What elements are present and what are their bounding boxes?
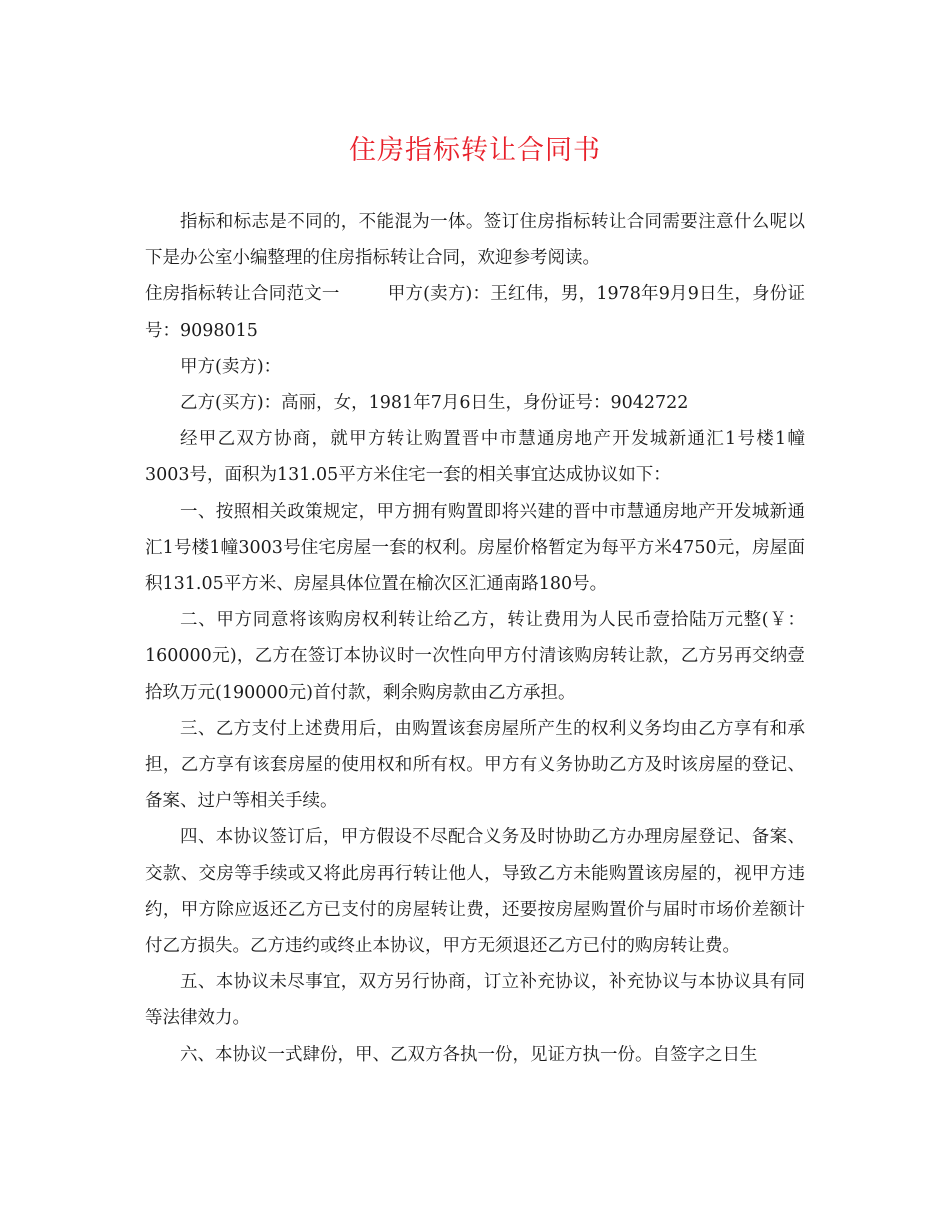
party-a-label: 甲方(卖方)：: [180, 356, 282, 377]
clause-5: 五、本协议未尽事宜，双方另行协商，订立补充协议，补充协议与本协议具有同等法律效力。: [145, 972, 805, 1029]
clause-3: 三、乙方支付上述费用后，由购置该套房屋所产生的权利义务均由乙方享有和承担，乙方享有该套房屋的使用权和所有权。甲方有义务协助乙方及时该房屋的登记、备案、过户等相关手续。: [145, 718, 805, 812]
party-a-line: [145, 276, 805, 348]
clause-6: 六、本协议一式肆份，甲、乙双方各执一份，见证方执一份。自签字之日生: [180, 1044, 758, 1065]
document-title: 住房指标转让合同书: [349, 135, 601, 166]
clause-1: 一、按照相关政策规定，甲方拥有购置即将兴建的晋中市慧通房地产开发城新通汇1号楼1幢3003号住宅房屋一套的权利。房屋价格暂定为每平方米4750元，房屋面积131.05平方米、房屋具体位置在榆次区汇通南路180号。: [145, 501, 805, 595]
sample-heading: 住房指标转让合同范文一: [145, 284, 340, 305]
clause-2: 二、甲方同意将该购房权利转让给乙方，转让费用为人民币壹拾陆万元整(￥：160000元)，乙方在签订本协议时一次性向甲方付清该购房转让款，乙方另再交纳壹拾玖万元(190000元)首付款，剩余购房款由乙方承担。: [145, 610, 805, 703]
intro-paragraph: 指标和标志是不同的，不能混为一体。签订住房指标转让合同需要注意什么呢以下是办公室小编整理的住房指标转让合同，欢迎参考阅读。: [145, 212, 805, 269]
party-b-paragraph: 乙方(买方)：高丽，女，1981年7月6日生，身份证号：9042722: [180, 393, 689, 414]
party-a-details: 甲方(卖方)：王红伟，男，1978年9月9日生，身份证号：9098015: [145, 284, 805, 341]
clause-4: 四、本协议签订后，甲方假设不尽配合义务及时协助乙方办理房屋登记、备案、交款、交房等手续或又将此房再行转让他人，导致乙方未能购置该房屋的，视甲方违约，甲方除应返还乙方已支付的房屋转让费，还要按房屋购置价与届时市场价差额计付乙方损失。乙方违约或终止本协议，甲方无须退还乙方已付的购房转让费。: [145, 827, 805, 957]
preamble-paragraph: 经甲乙双方协商，就甲方转让购置晋中市慧通房地产开发城新通汇1号楼1幢3003号，面积为131.05平方米住宅一套的相关事宜达成协议如下：: [145, 429, 805, 486]
document-body: [145, 204, 805, 1073]
